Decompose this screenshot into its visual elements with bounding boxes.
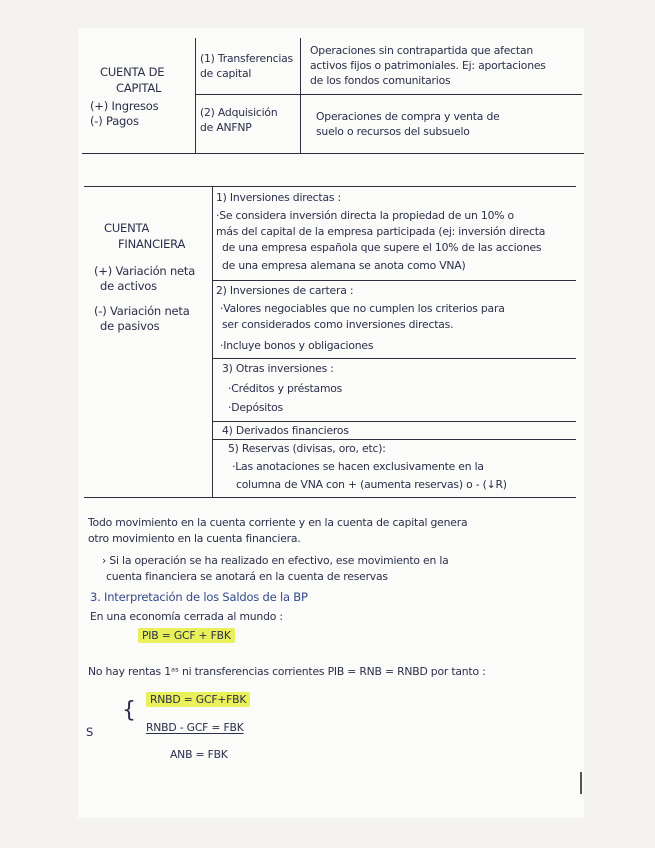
financial-var-neg-2: de pasivos	[100, 319, 160, 333]
capital-row2-desc-2: suelo o recursos del subsuelo	[316, 125, 470, 138]
fin-s5-line-2: columna de VNA con + (aumenta reservas) o - (↓R)	[236, 478, 507, 491]
fin-s2-title: 2) Inversiones de cartera :	[216, 284, 354, 297]
fin-s3-title: 3) Otras inversiones :	[222, 362, 334, 375]
financial-title-1: CUENTA	[104, 221, 150, 235]
financial-table-line-2	[213, 280, 576, 281]
financial-title-2: FINANCIERA	[118, 237, 186, 251]
capital-table-bottom-line	[82, 153, 584, 154]
capital-ingresos: (+) Ingresos	[90, 99, 159, 113]
capital-title-1: CUENTA DE	[100, 65, 165, 79]
capital-row1-label-1: (1) Transferencias	[200, 52, 293, 65]
note-p1-line-2: otro movimiento en la cuenta financiera.	[88, 532, 301, 545]
financial-var-pos-1: (+) Variación neta	[94, 264, 196, 278]
fin-s3-line-2: ·Depósitos	[228, 401, 283, 414]
financial-table-line-4	[213, 421, 576, 422]
financial-table-top-line	[84, 186, 576, 187]
equation-pib-highlight: PIB = GCF + FBK	[138, 628, 235, 643]
equation-saving: RNBD - GCF = FBK	[146, 721, 244, 734]
fin-s1-line-2: más del capital de la empresa participada (ej: inversión directa	[216, 225, 546, 238]
capital-row1-desc-2: activos fijos o patrimoniales. Ej: aportaciones	[310, 59, 546, 72]
no-rentas-text: No hay rentas 1ᵃˢ ni transferencias corrientes PIB = RNB = RNBD por tanto :	[88, 665, 486, 678]
financial-table-divider	[212, 186, 213, 498]
fin-s2-line-1: ·Valores negociables que no cumplen los criterios para	[220, 302, 505, 315]
capital-row2-label-1: (2) Adquisición	[200, 106, 278, 119]
fin-s5-title: 5) Reservas (divisas, oro, etc):	[228, 442, 386, 455]
fin-s1-title: 1) Inversiones directas :	[216, 191, 341, 204]
financial-var-neg-1: (-) Variación neta	[94, 304, 190, 318]
equation-anb: ANB = FBK	[170, 748, 228, 761]
capital-table-divider-1	[195, 38, 196, 154]
financial-table-bottom-line	[84, 497, 576, 498]
financial-table-line-3	[213, 358, 576, 359]
section-title: 3. Interpretación de los Saldos de la BP	[90, 590, 308, 604]
financial-var-pos-2: de activos	[100, 279, 157, 293]
fin-s1-line-4: de una empresa alemana se anota como VNA)	[222, 259, 466, 272]
fin-s2-line-3: ·Incluye bonos y obligaciones	[220, 339, 374, 352]
page-edge-mark	[580, 772, 582, 794]
capital-title-2: CAPITAL	[116, 81, 162, 95]
equation-rnbd-highlight: RNBD = GCF+FBK	[146, 692, 250, 707]
fin-s3-line-1: ·Créditos y préstamos	[228, 382, 343, 395]
capital-row1-desc-1: Operaciones sin contrapartida que afectan	[310, 44, 534, 57]
fin-s2-line-2: ser considerados como inversiones directas.	[222, 318, 454, 331]
capital-table-divider-2	[300, 38, 301, 154]
equation-rnbd	[146, 693, 250, 707]
capital-row2-desc-1: Operaciones de compra y venta de	[316, 110, 500, 123]
notebook-page	[78, 28, 584, 818]
fin-s1-line-1: ·Se considera inversión directa la propiedad de un 10% o	[216, 209, 514, 222]
equation-pib	[138, 629, 235, 643]
closed-economy-text: En una economía cerrada al mundo :	[90, 610, 283, 623]
fin-s4-title: 4) Derivados financieros	[222, 424, 349, 437]
fin-s1-line-3: de una empresa española que supere el 10% de las acciones	[222, 241, 542, 254]
capital-table-mid-line	[196, 94, 582, 95]
capital-row2-label-2: de ANFNP	[200, 121, 252, 134]
capital-row1-label-2: de capital	[200, 67, 252, 80]
capital-pagos: (-) Pagos	[90, 114, 139, 128]
note-p2-line-1: › Si la operación se ha realizado en efectivo, ese movimiento en la	[102, 554, 449, 567]
s-mark: S	[86, 725, 94, 739]
note-p2-line-2: cuenta financiera se anotará en la cuenta de reservas	[106, 570, 388, 583]
capital-row1-desc-3: de los fondos comunitarios	[310, 74, 451, 87]
financial-table-line-5	[213, 439, 576, 440]
brace-mark: {	[122, 698, 136, 723]
fin-s5-line-1: ·Las anotaciones se hacen exclusivamente en la	[232, 460, 484, 473]
note-p1-line-1: Todo movimiento en la cuenta corriente y en la cuenta de capital genera	[88, 516, 468, 529]
